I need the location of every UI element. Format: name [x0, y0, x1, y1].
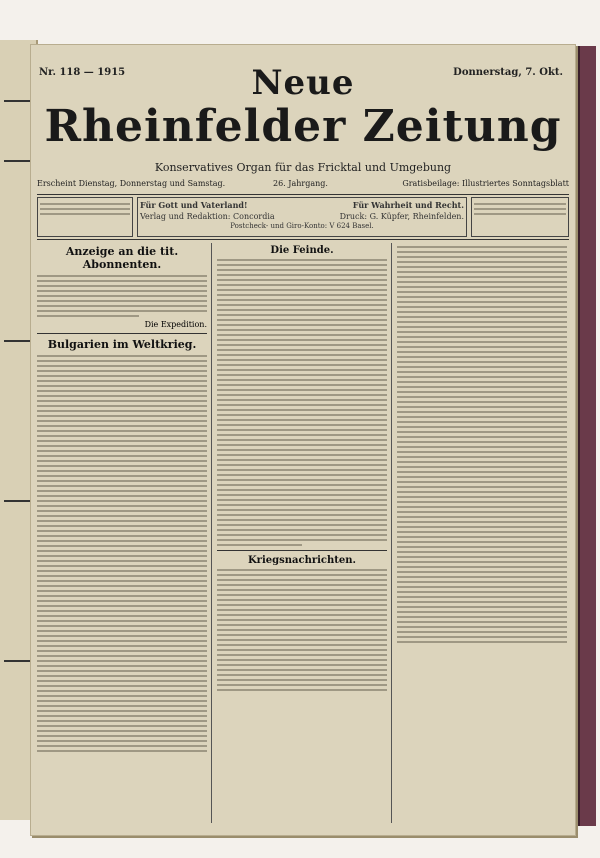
right-column-text	[397, 246, 567, 643]
issue-number: Nr. 118 — 1915	[39, 67, 126, 78]
column-left	[37, 243, 207, 823]
volume-year: 26. Jahrgang.	[273, 179, 328, 188]
enemies-text	[217, 259, 387, 546]
supplement: Gratisbeilage: Illustriertes Sonntagsblatt	[402, 179, 569, 188]
motto-left: Für Gott und Vaterland!	[140, 200, 248, 210]
publisher-box	[137, 197, 467, 237]
title-line-2: Rheinfelder Zeitung	[44, 101, 562, 152]
notice-heading: Anzeige an die tit. Abonnenten.	[65, 245, 179, 271]
column-middle	[217, 243, 387, 823]
publisher: Verlag und Redaktion: Concordia	[140, 212, 275, 221]
info-boxes	[37, 197, 569, 237]
enemies-heading: Die Feinde.	[270, 245, 334, 256]
advertising-box	[471, 197, 569, 237]
printer: Druck: G. Küpfer, Rheinfelden.	[339, 212, 464, 221]
column-rule	[211, 243, 212, 823]
title-line-1: Neue	[251, 63, 355, 103]
appearance-days: Erscheint Dienstag, Donnerstag und Samstag.	[37, 179, 226, 188]
column-rule	[391, 243, 392, 823]
postal-account: Postcheck- und Giro-Konto: V 624 Basel.	[230, 222, 374, 230]
bulgaria-text	[37, 355, 207, 752]
tagline: Konservatives Organ für das Fricktal und Umgebung	[154, 161, 452, 174]
newspaper-page	[30, 44, 576, 836]
war-news-heading: Kriegsnachrichten.	[247, 555, 356, 566]
divider	[37, 239, 569, 240]
war-news-text	[217, 569, 387, 691]
notice-text	[37, 275, 207, 317]
column-right	[397, 243, 567, 823]
publication-info	[37, 179, 569, 193]
bulgaria-heading: Bulgarien im Weltkrieg.	[47, 338, 197, 351]
issue-date: Donnerstag, 7. Okt.	[453, 67, 563, 78]
book-cover	[578, 46, 596, 826]
motto-right: Für Wahrheit und Recht.	[352, 200, 464, 210]
notice-signature: Die Expedition.	[144, 320, 207, 329]
subscription-box	[37, 197, 133, 237]
divider	[37, 194, 569, 195]
